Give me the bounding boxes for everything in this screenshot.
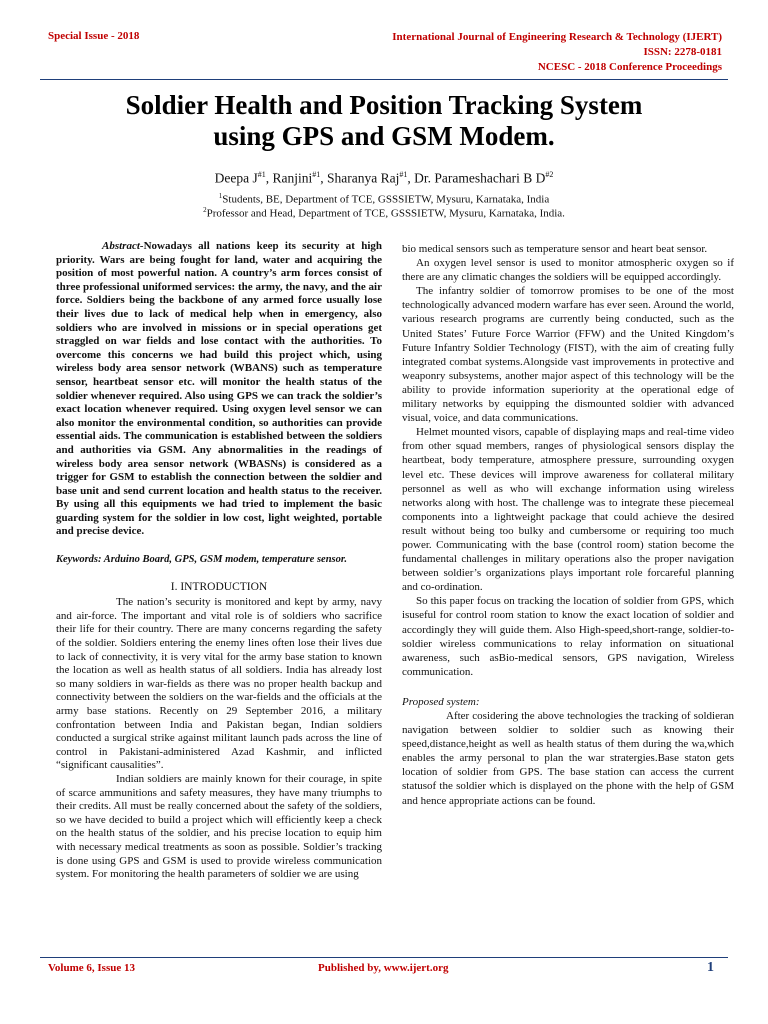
paper-title-line-2: using GPS and GSM Modem. — [213, 121, 555, 151]
left-column — [56, 240, 382, 882]
body-paragraph: Helmet mounted visors, capable of displaying maps and real-time video from other squad members, ranges of physiological sensors display the heartbeat, body temperature, atmosphere pressure, surrounding oxygen level etc. These devices will improve awareness for collateral military personnel as well as who will exchange information using wireless networks along with host. The challenge was to integrate these piecemeal components into a lightweight package that could achieve the desired result without being too bulky and cumbersome or requiring too much power. Communicating with the base (control room) station become the fundamental challenges in military operations also the proper navigation between soldier’s organizations plays important role forcareful planning and co-ordination. — [402, 426, 734, 594]
keywords: Keywords: Arduino Board, GPS, GSM modem, temperature sensor. — [56, 554, 348, 566]
affiliation-text: Students, BE, Department of TCE, GSSSIETW, Mysuru, Karnataka, India — [222, 193, 550, 206]
body-paragraph: bio medical sensors such as temperature sensor and heart beat sensor. — [402, 243, 708, 255]
section-heading-introduction: I. INTRODUCTION — [170, 580, 268, 593]
footer-divider — [40, 957, 728, 958]
author-superscript: #2 — [545, 170, 554, 179]
author-superscript: #1 — [312, 170, 321, 179]
abstract-text: Nowadays all nations keep its security at high priority. Wars are being fought for land, water and acquiring the position of most powerful nation. A country’s arm forces consist of three professional uniformed services: the army, the navy, and the air force. Soldiers being the backbone of any armed force usually lose their lives due to lack of medical help when in emergency, also soldiers who are involved in missions or in special operations get straggled on war fields and lose contact with the authorities. To overcome this concerns we had build this project which, using wireless body area sensor network (WBANS) such as temperature sensor, heartbeat sensor etc. will monitor the health status of the soldier whenever required. Also using GPS we can track the soldier’s exact location whenever required. Using oxygen level sensor we can also monitor the environmental condition, so authorities can provide essential aids. The communication is established between the soldiers and authorities via GSM. Any abnormalities in the readings of wireless body area sensor network (WBASNs) is considered as a trigger for GSM to establish the connection between the soldier and base unit and send current location and health status to the receiver. By using all this equipments we had tried to implement the basic guarding system for the soldier in low cost, light weighted, portable and precise device. — [56, 240, 382, 538]
author-name: Deepa J — [214, 170, 258, 186]
abstract-lead: Abstract- — [102, 240, 144, 252]
author-name: Ranjini — [272, 170, 313, 186]
body-paragraph: An oxygen level sensor is used to monitor atmospheric oxygen so if there are any climatic changes the soldiers will be equipped accordingly. — [402, 257, 734, 284]
footer-volume: Volume 6, Issue 13 — [48, 962, 135, 974]
intro-paragraph-2: Indian soldiers are mainly known for their courage, in spite of scarce ammunitions and safety measures, they have many triumphs to their credits. All must be really concerned about the safety of the soldiers, so we have decided to build a project which will efficiently keep a check on the health status of the soldier, and his precise location to equip him with necessary medical treatments as soon as possible. Soldier’s tracking is done using GPS and GSM is used to provide wireless communication system. For monitoring the health parameters of soldier we are using — [56, 772, 382, 881]
body-paragraph: The infantry soldier of tomorrow promises to be one of the most technologically advanced modern warfare has ever seen. Around the world, various research programs are currently being conducted, such as the United States’ Future Force Warrior (FFW) and the United Kingdom’s Future Infantry Soldier Technology (FIST), with the aim of creating fully integrated combat systems.Alongside vast improvements in protective and weaponry subsystems, another major aspect of this technology will be the ability to provide information superiority at the operational edge of military networks by equipping the dismounted soldier with advanced visual, voice, and data communications. — [402, 285, 735, 425]
affiliation-superscript: 2 — [203, 206, 207, 214]
footer-publisher-link[interactable]: Published by, www.ijert.org — [318, 962, 449, 974]
header-journal-name: International Journal of Engineering Research & Technology (IJERT) — [392, 31, 722, 43]
intro-paragraph-1: The nation’s security is monitored and kept by army, navy and air-force. The important and vital role is of soldiers who sacrifice their life for their country. There are many concerns regarding the safety of the soldier. Soldiers entering the enemy lines often lose their lives due to lack of connectivity, it is very vital for the army base station to known the location as well as health status of all soldiers. India has already lost so many soldiers in war-fields as there was no proper health backup and connectivity between the soldiers on the war-fields and the officials at the army base stations. Recently on 29 September 2016, a military confrontation between India and Pakistan began, Indian soldiers conducted a surgical strike against militant launch pads across the line of control in Pakistani-administered Azad Kashmir, and inflicted “significant causalities”. — [56, 596, 382, 772]
abstract — [56, 240, 382, 539]
affiliation-students — [40, 192, 728, 206]
header-journal-info — [392, 30, 722, 75]
header-divider — [40, 79, 728, 80]
page-number: 1 — [707, 960, 714, 975]
author-superscript: #1 — [399, 170, 408, 179]
author-list: Deepa $J^{\#1}$, Ranjini$^{\#1}$, Sharanya Raj$^{\#1}$, Dr. Parameshachari B $D^{\#2}$ — [214, 170, 554, 186]
header-proceedings: NCESC - 2018 Conference Proceedings — [537, 61, 722, 73]
author-name: Dr. Parameshachari B D — [414, 170, 546, 186]
right-column — [402, 242, 734, 808]
author-superscript: #1 — [257, 170, 266, 179]
author-name: Sharanya Raj — [327, 170, 400, 186]
header-issn: ISSN: 2278-0181 — [643, 46, 722, 58]
affiliation-superscript: 1 — [218, 192, 223, 200]
proposed-system-paragraph: After cosidering the above technologies the tracking of soldieran navigation between soldier to soldier such as knowing their speed,distance,height as well as health status of them during the wa,which enables the army personal to plan the war stratergies.Base staton gets location of soldier from GPS. The base station can access the current statusof the soldier which is displayed on the phone with the help of GSM and hence appropriate actions can be found. — [402, 710, 734, 807]
header-special-issue: Special Issue - 2018 — [48, 30, 140, 42]
paper-title — [40, 90, 728, 152]
body-paragraph: So this paper focus on tracking the location of soldier from GPS, which isuseful for control room station to know the exact location of soldier and accordingly they will guide them. Also High-speed,short-range, soldier-to-soldier wireless communications to relay information on situational awareness, such asBio-medical sensors, GPS navigation, Wireless communication. — [402, 595, 734, 678]
proposed-system-heading: Proposed system: — [402, 695, 480, 708]
affiliation-professor — [40, 206, 728, 220]
paper-title-line-1: Soldier Health and Position Tracking System — [125, 90, 643, 120]
affiliation-text: Professor and Head, Department of TCE, GSSSIETW, Mysuru, Karnataka, India. — [206, 207, 565, 220]
